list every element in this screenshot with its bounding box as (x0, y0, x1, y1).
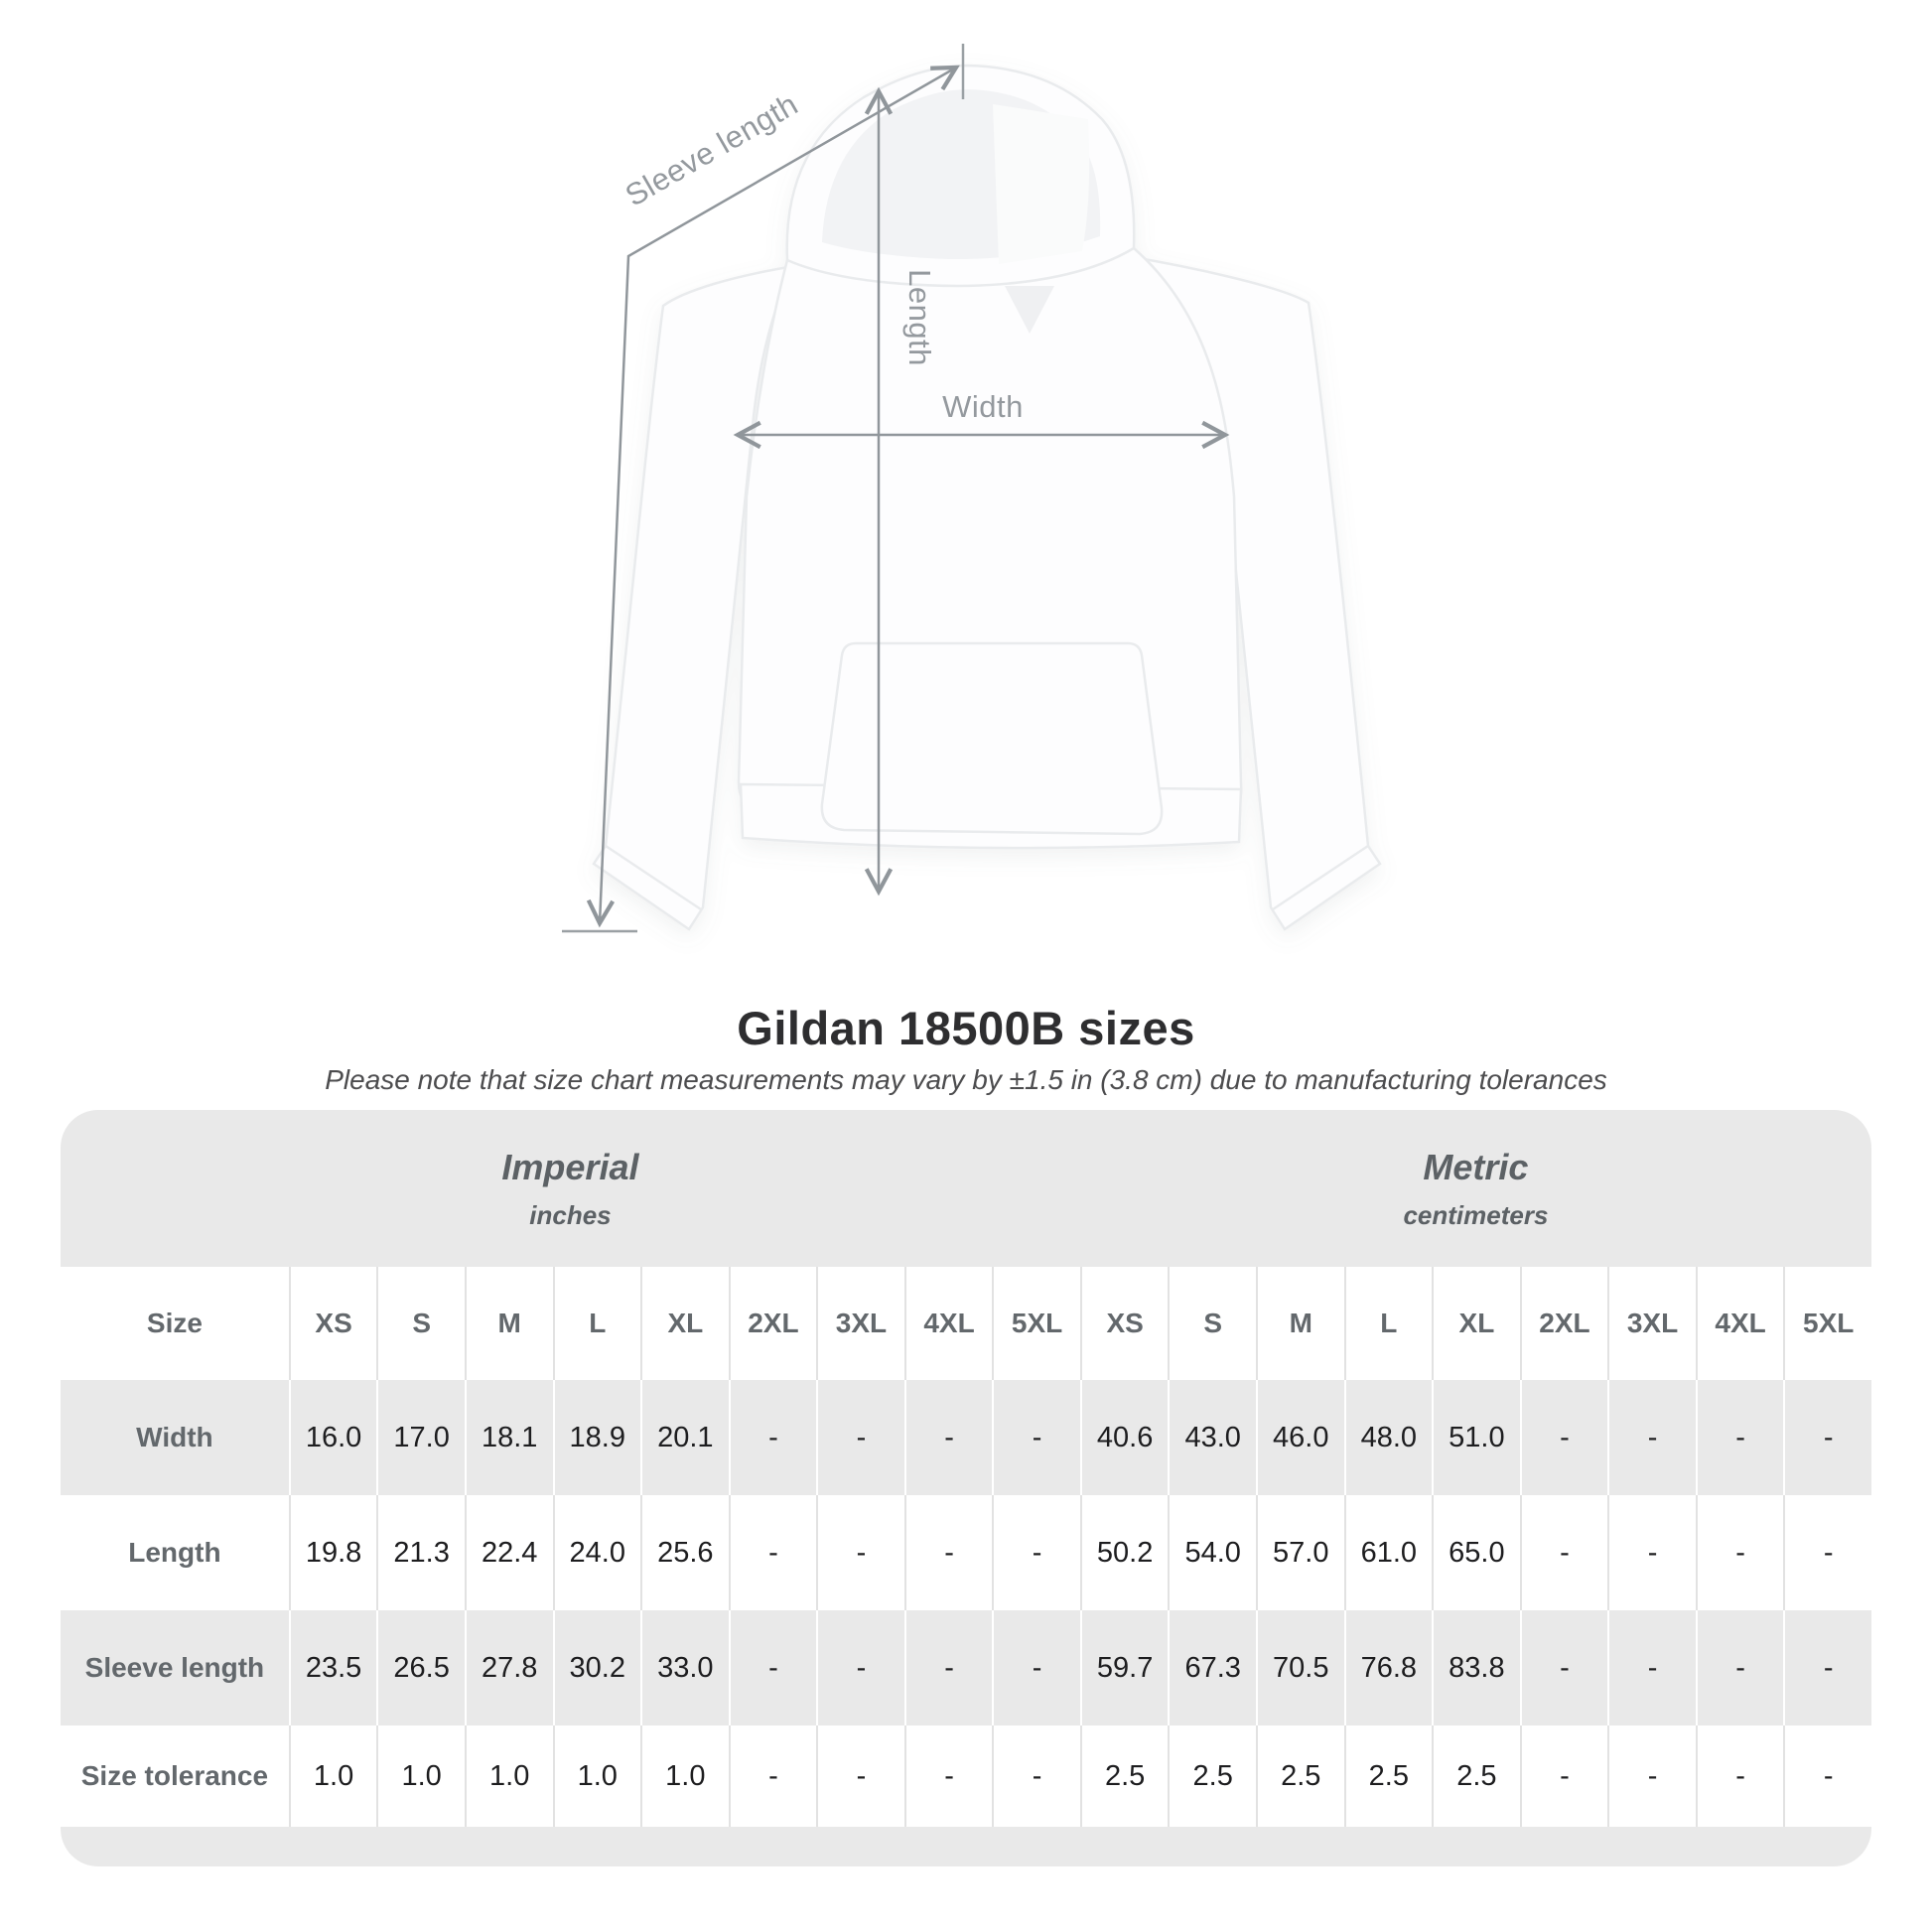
cell-length-metric-s: 54.0 (1168, 1495, 1256, 1610)
unit-group-metric (1080, 1110, 1871, 1267)
col-header-imperial-4xl: 4XL (904, 1267, 993, 1380)
cell-width-metric-5xl: - (1783, 1380, 1871, 1495)
row-label-size-tolerance: Size tolerance (61, 1725, 289, 1827)
cell-sleeve-length-metric-3xl: - (1607, 1610, 1696, 1725)
cell-width-metric-4xl: - (1696, 1380, 1784, 1495)
cell-length-metric-xl: 65.0 (1432, 1495, 1520, 1610)
cell-length-metric-2xl: - (1520, 1495, 1608, 1610)
cell-size-tolerance-metric-s: 2.5 (1168, 1725, 1256, 1827)
cell-width-metric-xl: 51.0 (1432, 1380, 1520, 1495)
cell-width-imperial-2xl: - (729, 1380, 817, 1495)
cell-sleeve-length-metric-2xl: - (1520, 1610, 1608, 1725)
col-header-imperial-3xl: 3XL (816, 1267, 904, 1380)
cell-length-metric-4xl: - (1696, 1495, 1784, 1610)
length-label: Length (902, 269, 937, 366)
cell-sleeve-length-metric-4xl: - (1696, 1610, 1784, 1725)
col-header-imperial-xl: XL (640, 1267, 729, 1380)
cell-length-imperial-5xl: - (992, 1495, 1080, 1610)
cell-size-tolerance-metric-3xl: - (1607, 1725, 1696, 1827)
cell-width-metric-xs: 40.6 (1080, 1380, 1169, 1495)
cell-size-tolerance-imperial-s: 1.0 (376, 1725, 465, 1827)
page-subtitle: Please note that size chart measurements may vary by ±1.5 in (3.8 cm) due to manufacturing tolerances (325, 1064, 1607, 1095)
cell-length-metric-m: 57.0 (1256, 1495, 1344, 1610)
col-header-metric-xl: XL (1432, 1267, 1520, 1380)
cell-width-imperial-4xl: - (904, 1380, 993, 1495)
col-header-imperial-2xl: 2XL (729, 1267, 817, 1380)
unit-group-name: Metric (1423, 1146, 1529, 1187)
cell-sleeve-length-imperial-5xl: - (992, 1610, 1080, 1725)
col-header-imperial-l: L (553, 1267, 641, 1380)
cell-sleeve-length-metric-m: 70.5 (1256, 1610, 1344, 1725)
cell-size-tolerance-metric-m: 2.5 (1256, 1725, 1344, 1827)
cell-size-tolerance-metric-5xl: - (1783, 1725, 1871, 1827)
table-row-sleeve-length (61, 1610, 1871, 1725)
cell-length-imperial-3xl: - (816, 1495, 904, 1610)
col-header-imperial-m: M (465, 1267, 553, 1380)
cell-length-metric-xs: 50.2 (1080, 1495, 1169, 1610)
cell-size-tolerance-imperial-5xl: - (992, 1725, 1080, 1827)
sleeve-length-label: Sleeve length (619, 86, 804, 213)
col-header-metric-4xl: 4XL (1696, 1267, 1784, 1380)
hoodie-hood-panel (993, 104, 1089, 264)
col-header-metric-2xl: 2XL (1520, 1267, 1608, 1380)
cell-size-tolerance-imperial-3xl: - (816, 1725, 904, 1827)
cell-length-imperial-2xl: - (729, 1495, 817, 1610)
cell-width-metric-3xl: - (1607, 1380, 1696, 1495)
col-header-metric-m: M (1256, 1267, 1344, 1380)
cell-length-imperial-m: 22.4 (465, 1495, 553, 1610)
cell-width-metric-s: 43.0 (1168, 1380, 1256, 1495)
cell-sleeve-length-imperial-xl: 33.0 (640, 1610, 729, 1725)
cell-sleeve-length-metric-xl: 83.8 (1432, 1610, 1520, 1725)
cell-length-metric-l: 61.0 (1344, 1495, 1433, 1610)
table-row-length (61, 1495, 1871, 1610)
size-table-body (61, 1380, 1871, 1827)
col-header-imperial-5xl: 5XL (992, 1267, 1080, 1380)
cell-length-imperial-s: 21.3 (376, 1495, 465, 1610)
cell-length-imperial-xs: 19.8 (289, 1495, 377, 1610)
cell-sleeve-length-imperial-l: 30.2 (553, 1610, 641, 1725)
cell-size-tolerance-imperial-4xl: - (904, 1725, 993, 1827)
cell-width-metric-2xl: - (1520, 1380, 1608, 1495)
cell-sleeve-length-metric-l: 76.8 (1344, 1610, 1433, 1725)
unit-group-unit: inches (529, 1199, 612, 1230)
cell-length-imperial-4xl: - (904, 1495, 993, 1610)
col-header-imperial-xs: XS (289, 1267, 377, 1380)
col-header-metric-s: S (1168, 1267, 1256, 1380)
col-header-imperial-s: S (376, 1267, 465, 1380)
hoodie-pocket (822, 643, 1162, 834)
cell-sleeve-length-metric-xs: 59.7 (1080, 1610, 1169, 1725)
size-table-card (61, 1110, 1871, 1866)
row-label-length: Length (61, 1495, 289, 1610)
cell-sleeve-length-imperial-xs: 23.5 (289, 1610, 377, 1725)
cell-sleeve-length-imperial-2xl: - (729, 1610, 817, 1725)
cell-sleeve-length-metric-5xl: - (1783, 1610, 1871, 1725)
cell-width-metric-l: 48.0 (1344, 1380, 1433, 1495)
col-header-metric-5xl: 5XL (1783, 1267, 1871, 1380)
cell-width-imperial-l: 18.9 (553, 1380, 641, 1495)
cell-size-tolerance-imperial-xs: 1.0 (289, 1725, 377, 1827)
width-label: Width (942, 389, 1024, 424)
cell-size-tolerance-imperial-m: 1.0 (465, 1725, 553, 1827)
unit-group-unit: centimeters (1403, 1199, 1549, 1230)
cell-size-tolerance-metric-4xl: - (1696, 1725, 1784, 1827)
size-table-head (61, 1110, 1871, 1380)
cell-size-tolerance-metric-2xl: - (1520, 1725, 1608, 1827)
col-header-metric-3xl: 3XL (1607, 1267, 1696, 1380)
cell-size-tolerance-imperial-2xl: - (729, 1725, 817, 1827)
cell-width-imperial-xl: 20.1 (640, 1380, 729, 1495)
row-label-width: Width (136, 1422, 213, 1452)
cell-length-metric-3xl: - (1607, 1495, 1696, 1610)
cell-width-imperial-xs: 16.0 (289, 1380, 377, 1495)
cell-sleeve-length-imperial-s: 26.5 (376, 1610, 465, 1725)
hoodie-graphic (594, 66, 1380, 929)
cell-width-metric-m: 46.0 (1256, 1380, 1344, 1495)
cell-size-tolerance-metric-xl: 2.5 (1432, 1725, 1520, 1827)
size-table (61, 1110, 1871, 1827)
cell-size-tolerance-metric-xs: 2.5 (1080, 1725, 1169, 1827)
unit-group-imperial (61, 1110, 1080, 1267)
table-row-width (61, 1380, 1871, 1495)
cell-width-imperial-s: 17.0 (376, 1380, 465, 1495)
cell-size-tolerance-metric-l: 2.5 (1344, 1725, 1433, 1827)
cell-width-imperial-m: 18.1 (465, 1380, 553, 1495)
column-header-row (61, 1267, 1871, 1380)
cell-sleeve-length-imperial-m: 27.8 (465, 1610, 553, 1725)
unit-group-name: Imperial (501, 1146, 639, 1187)
table-row-size-tolerance (61, 1725, 1871, 1827)
unit-band-row (61, 1110, 1871, 1267)
cell-length-imperial-xl: 25.6 (640, 1495, 729, 1610)
col-header-metric-xs: XS (1080, 1267, 1169, 1380)
col-header-size: Size (61, 1267, 289, 1380)
cell-length-metric-5xl: - (1783, 1495, 1871, 1610)
cell-length-imperial-l: 24.0 (553, 1495, 641, 1610)
row-label-sleeve-length: Sleeve length (84, 1652, 265, 1683)
col-header-metric-l: L (1344, 1267, 1433, 1380)
cell-sleeve-length-imperial-3xl: - (816, 1610, 904, 1725)
cell-width-imperial-3xl: - (816, 1380, 904, 1495)
cell-size-tolerance-imperial-l: 1.0 (553, 1725, 641, 1827)
page-title: Gildan 18500B sizes (737, 1002, 1195, 1054)
cell-size-tolerance-imperial-xl: 1.0 (640, 1725, 729, 1827)
cell-sleeve-length-imperial-4xl: - (904, 1610, 993, 1725)
cell-width-imperial-5xl: - (992, 1380, 1080, 1495)
cell-sleeve-length-metric-s: 67.3 (1168, 1610, 1256, 1725)
